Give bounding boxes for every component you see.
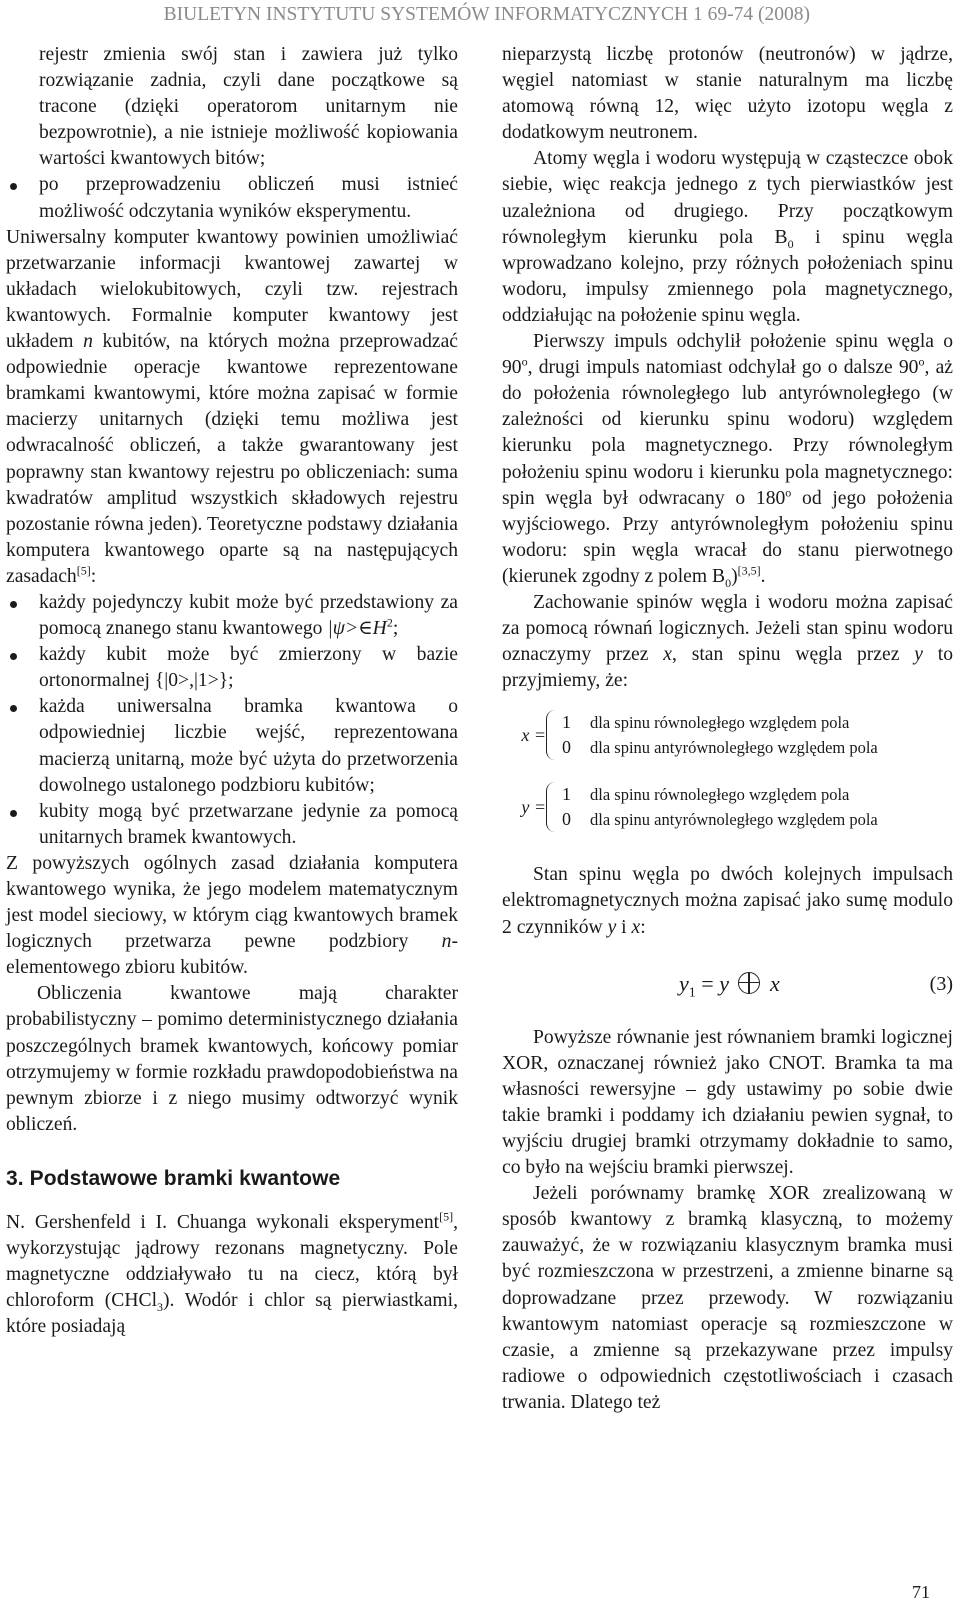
paragraph-xor-gate: Powyższe równanie jest równaniem bramki logicznej XOR, oznaczanej również jako CNOT. Bramka ta ma własności rewersyjne – gdy ustawimy po sobie dwie takie bramki i poddamy ich działaniu pewien sygnał, to wyjściu drugiej bramki otrzymamy dokładnie to samo, co było na wejściu bramki pierwszej.: [502, 1026, 953, 1179]
equation-number: (3): [929, 972, 953, 995]
equation-descriptions: [590, 710, 878, 760]
equation-description: dla spinu antyrównoległego względem pola: [590, 738, 878, 758]
xor-equation: [502, 959, 953, 1019]
equation-description: dla spinu równoległego względem pola: [590, 785, 850, 805]
brace-icon: [546, 710, 561, 760]
right-column: [502, 42, 953, 1416]
journal-header: BIULETYN INSTYTUTU SYSTEMÓW INFORMATYCZNYCH 1 69-74 (2008): [163, 4, 810, 25]
section-heading: 3. Podstawowe bramki kwantowe: [6, 1166, 341, 1190]
equation-descriptions: [590, 782, 878, 832]
equation-description: dla spinu antyrównoległego względem pola: [590, 810, 878, 830]
paragraph-logic-equations: Zachowanie spinów węgla i wodoru można zapisać za pomocą równań logicznych. Jeżeli stan spinu wodoru oznaczymy przez x, stan spinu węgla przez y to przyjmiemy, że:: [502, 591, 954, 692]
equation-x-definition: [502, 710, 953, 784]
paragraph-protons: nieparzystą liczbę protonów (neutronów) w jądrze, węgiel natomiast w stanie naturalnym ma liczbę atomową równą 12, więc użyto izotopu węgla z dodatkowym neutronem.: [502, 44, 953, 144]
paragraph-experiment: N. Gershenfeld i I. Chuanga wykonali eksperyment[5], wykorzystując jądrowy rezonans magnetyczny. Pole magnetyczne oddziaływało tu na ciecz, którą był chloroform (CHCl$_3$). Wodór i chlor są pierwiastkami, które posiadają: [6, 1209, 458, 1338]
principle-item: każdy pojedynczy kubit może być przedstawiony za pomocą znanego stanu kwantowego $|\psi>\in H^2$;: [6, 590, 458, 642]
equation-variable: y =: [521, 797, 546, 818]
equation-value: 0: [562, 737, 571, 758]
equation-values: [562, 782, 584, 832]
equation-value: 0: [562, 809, 571, 830]
equation-description: dla spinu równoległego względem pola: [590, 713, 850, 733]
bullet-list-top: [6, 172, 458, 224]
principle-item: każda uniwersalna bramka kwantowa o odpowiedniej liczbie wejść, reprezentowana macierzą unitarną, może być użyta do przetworzenia dowolnego ustalonego podzbioru kubitów;: [6, 694, 458, 798]
xor-operator-icon: [738, 972, 760, 994]
paragraph-universal-computer: Uniwersalny komputer kwantowy powinien umożliwiać przetwarzanie informacji kwantowej zawartej w układach wielokubitowych, czyli tzw. rejestrach kwantowych. Formalnie komputer kwantowy jest układem n kubitów, na których można przeprowadzać odpowiednie operacje kwantowe reprezentowane bramkami kwantowymi, które można zapisać w formie macierzy unitarnych (dzięki temu możliwa jest odwracalność obliczeń, a także gwarantowany jest poprawny stan kwantowy rejestru po obliczeniach: suma kwadratów amplitud wszystkich składowych rejestru pozostanie równa jeden). Teoretyczne podstawy działania komputera kwantowego oparte są na następujących zasadach[5]:: [6, 226, 459, 587]
paragraph-atoms: Atomy węgla i wodoru występują w cząsteczce obok siebie, więc reakcja jednego z tych pierwiastków jest uzależniona od drugiego. Przy początkowym równoległym kierunku pola $B_0$ i spinu węgla wprowadzano kolejno, przy różnych położeniach spinu wodoru, impulsy zmiennego pola magnetycznego, oddziałując na położenie spinu węgla.: [502, 148, 953, 326]
bullet-continuation: rejestr zmienia swój stan i zawiera już tylko rozwiązanie zadnia, czyli dane początkowe są tracone (dzięki operatorom unitarnym nie bezpowrotnie), a nie istnieje możliwość kopiowania wartości kwantowych bitów;: [39, 44, 458, 170]
paragraph-modulo-sum: Stan spinu węgla po dwóch kolejnych impulsach elektromagnetycznych można zapisać jako sumę modulo 2 czynników y i x:: [502, 864, 953, 938]
equation-values: [562, 710, 584, 760]
equation-y-definition: [502, 782, 953, 856]
equation-value: 1: [562, 712, 571, 733]
bullet-readout: po przeprowadzeniu obliczeń musi istnieć możliwość odczytania wyników eksperymentu.: [6, 172, 458, 224]
equation-value: 1: [562, 784, 571, 805]
paragraph-probabilistic: Obliczenia kwantowe mają charakter probabilistyczny – pomimo deterministycznego działania poszczególnych bramek kwantowych, końcowy pomiar otrzymujemy w formie rozkładu prawdopodobieństwa na pewnym zbiorze i z niego musimy odtworzyć wynik obliczeń.: [6, 983, 458, 1135]
brace-icon: [546, 782, 561, 832]
principles-list: [6, 590, 458, 851]
paragraph-comparison: Jeżeli porównamy bramkę XOR zrealizowaną w sposób kwantowy z bramką klasyczną, to możemy zauważyć, że w rozwiązaniu klasycznym bramka musi być rozmieszczona w przestrzeni, a zmienne binarne są doprowadzane przez przewody. W rozwiązaniu kwantowym natomiast operacje są rozmieszczone w czasie, a zmienne są przekazywane przez impulsy radiowe o odpowiednich częstotliwościach i czasach trwania. Dlatego też: [502, 1183, 953, 1413]
paragraph-impulses: Pierwszy impuls odchylił położenie spinu węgla o 90$^o$, drugi impuls natomiast odchylał go o dalsze 90$^o$, aż do położenia równoległego lub antyrównoległego (w zależności od kierunku spinu wodoru) względem kierunku pola magnetycznego. Przy równoległym położeniu spinu wodoru i kierunku pola magnetycznego: spin węgla był odwracany o 180$^o$ od jego położenia wyjściowego. Przy antyrównoległym położeniu spinu wodoru: spin węgla wracał do stanu pierwotnego (kierunek zgodny z polem $B_0)[3,5]$.: [502, 331, 953, 590]
xor-formula: $y_1 = y$ x: [679, 970, 780, 1001]
principle-item: kubity mogą być przetwarzane jedynie za pomocą unitarnych bramek kwantowych.: [6, 799, 458, 851]
page-number: 71: [912, 1582, 930, 1602]
principle-item: każdy kubit może być zmierzony w bazie ortonormalnej {|0>,|1>};: [6, 642, 458, 694]
left-column: [6, 42, 458, 1341]
equation-variable: x =: [521, 725, 546, 746]
paragraph-network-model: Z powyższych ogólnych zasad działania komputera kwantowego wynika, że jego modelem matematycznym jest model sieciowy, w którym ciąg kwantowych bramek logicznych przetwarza pewne podzbiory n-elementowego zbioru kubitów.: [6, 852, 458, 979]
